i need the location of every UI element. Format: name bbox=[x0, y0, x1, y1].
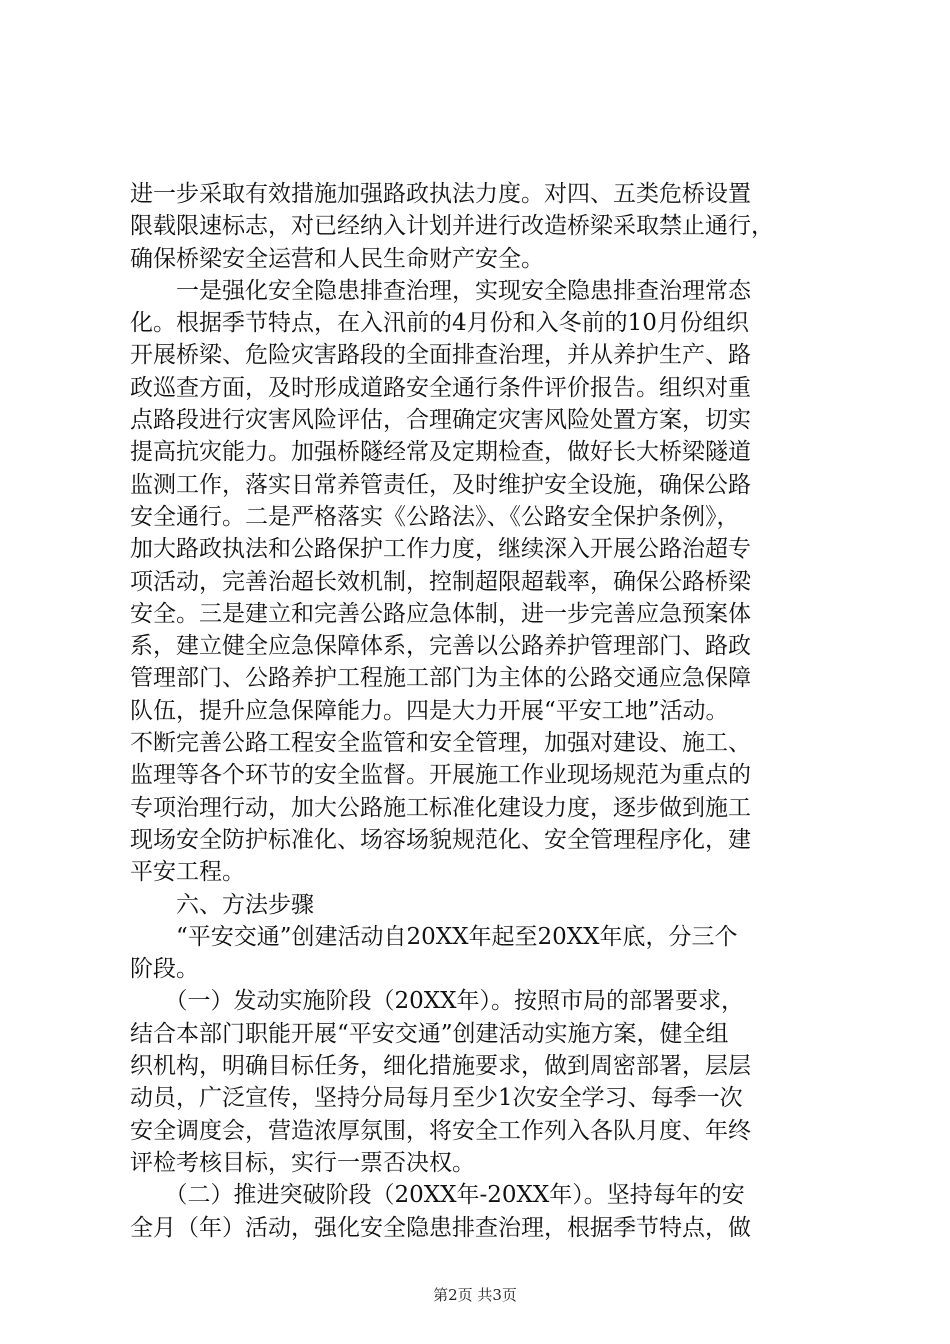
body-text bbox=[130, 178, 830, 1244]
page-number: 第2页 共3页 bbox=[433, 1286, 517, 1304]
text-line: 安全调度会，营造浓厚氛围，将安全工作列入各队月度、年终 bbox=[130, 1117, 751, 1144]
text-line: （一）发动实施阶段（20XX年）。按照市局的部署要求， bbox=[130, 988, 745, 1015]
text-line: 安全。三是建立和完善公路应急体制，进一步完善应急预案体 bbox=[130, 600, 751, 627]
text-line: 一是强化安全隐患排查治理，实现安全隐患排查治理常态 bbox=[130, 277, 751, 304]
text-line: 队伍，提升应急保障能力。四是大力开展“平安工地”活动。 bbox=[130, 697, 729, 724]
text-line: 评检考核目标，实行一票否决权。 bbox=[130, 1149, 475, 1176]
text-line: 项活动，完善治超长效机制，控制超限超载率，确保公路桥梁 bbox=[130, 568, 751, 595]
text-line: 提高抗灾能力。加强桥隧经常及定期检查，做好长大桥梁隧道 bbox=[130, 439, 751, 466]
text-line: 全月（年）活动，强化安全隐患排查治理，根据季节特点，做 bbox=[130, 1214, 751, 1241]
text-line: 开展桥梁、危险灾害路段的全面排查治理，并从养护生产、路 bbox=[130, 342, 751, 369]
text-line: 监测工作，落实日常养管责任，及时维护安全设施，确保公路 bbox=[130, 471, 751, 498]
text-line: 点路段进行灾害风险评估，合理确定灾害风险处置方案，切实 bbox=[130, 407, 751, 434]
text-line: （二）推进突破阶段（20XX年-20XX年）。坚持每年的安 bbox=[130, 1182, 745, 1209]
text-line: 限载限速标志，对已经纳入计划并进行改造桥梁采取禁止通行， bbox=[130, 213, 774, 240]
text-line: 专项治理行动，加大公路施工标准化建设力度，逐步做到施工 bbox=[130, 794, 751, 821]
text-line: “平安交通”创建活动自20XX年起至20XX年底，分三个 bbox=[130, 923, 738, 950]
text-line: 动员，广泛宣传，坚持分局每月至少1次安全学习、每季一次 bbox=[130, 1085, 743, 1112]
text-line: 安全通行。二是严格落实《公路法》、《公路安全保护条例》， bbox=[130, 503, 740, 530]
text-line: 管理部门、公路养护工程施工部门为主体的公路交通应急保障 bbox=[130, 665, 751, 692]
text-line: 结合本部门职能开展“平安交通”创建活动实施方案，健全组 bbox=[130, 1020, 729, 1047]
text-line: 政巡查方面，及时形成道路安全通行条件评价报告。组织对重 bbox=[130, 374, 751, 401]
text-line: 阶段。 bbox=[130, 956, 199, 983]
text-line: 不断完善公路工程安全监管和安全管理，加强对建设、施工、 bbox=[130, 730, 751, 757]
text-line: 系，建立健全应急保障体系，完善以公路养护管理部门、路政 bbox=[130, 633, 751, 660]
text-line: 加大路政执法和公路保护工作力度，继续深入开展公路治超专 bbox=[130, 536, 751, 563]
text-line: 平安工程。 bbox=[130, 859, 245, 886]
text-line: 织机构，明确目标任务，细化措施要求，做到周密部署，层层 bbox=[130, 1053, 751, 1080]
text-line: 化。根据季节特点，在入汛前的4月份和入冬前的10月份组织 bbox=[130, 310, 749, 337]
text-line: 进一步采取有效措施加强路政执法力度。对四、五类危桥设置 bbox=[130, 181, 751, 207]
text-line: 六、方法步骤 bbox=[130, 891, 314, 918]
text-line: 确保桥梁安全运营和人民生命财产安全。 bbox=[130, 245, 544, 272]
text-line: 现场安全防护标准化、场容场貌规范化、安全管理程序化，建 bbox=[130, 826, 751, 853]
text-line: 监理等各个环节的安全监督。开展施工作业现场规范为重点的 bbox=[130, 762, 751, 789]
